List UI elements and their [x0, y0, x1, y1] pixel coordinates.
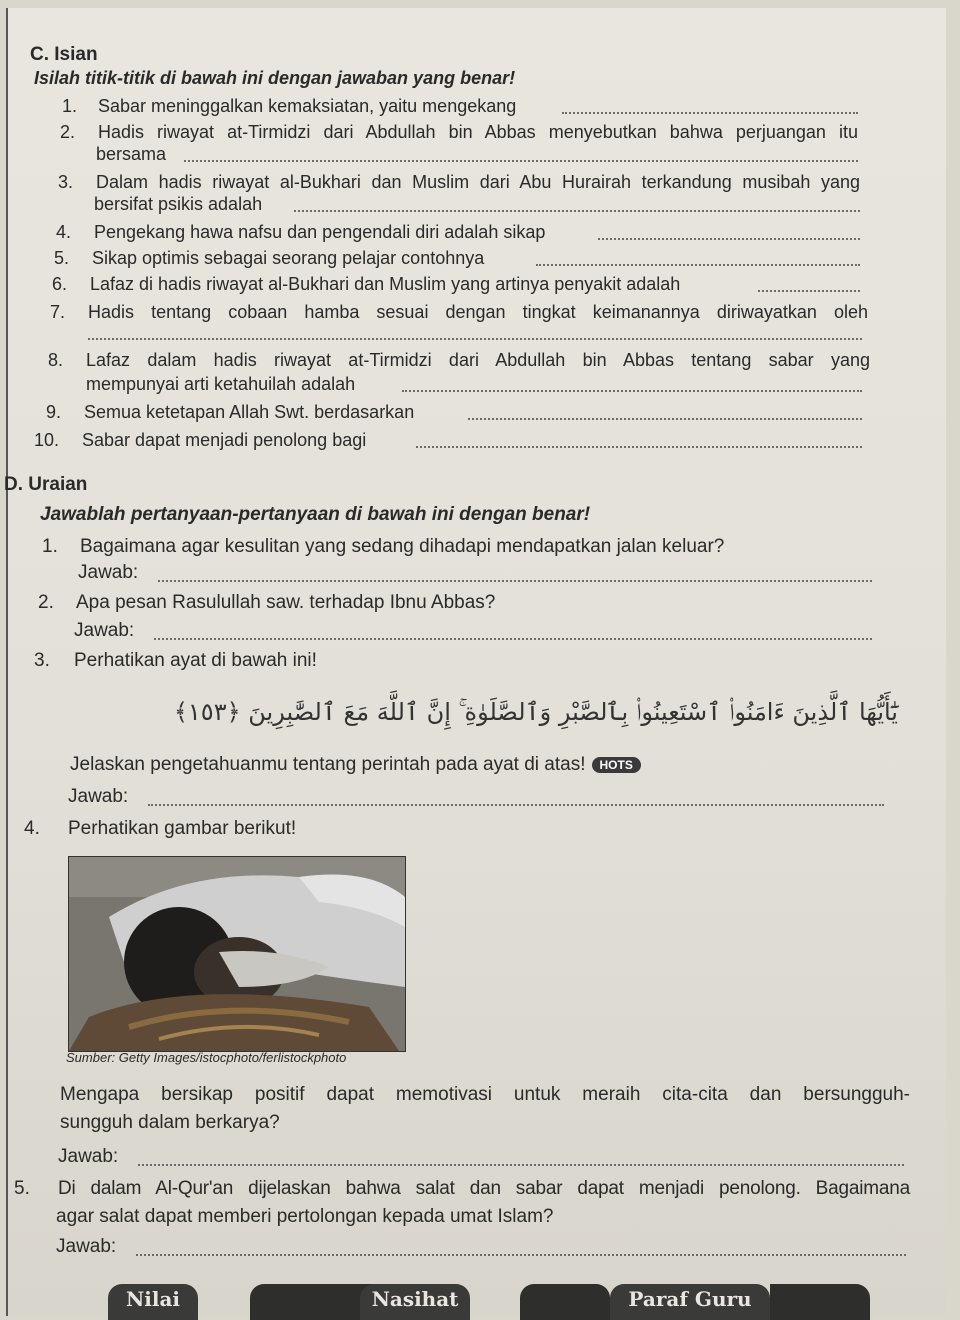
- answer-line[interactable]: [416, 446, 862, 448]
- question-number: 5.: [14, 1178, 30, 1199]
- item-number: 3.: [58, 172, 74, 192]
- section-c-title: C. Isian: [30, 44, 98, 65]
- item-number: 1.: [62, 96, 78, 116]
- answer-label: Jawab:: [78, 562, 139, 583]
- question-number: 4.: [24, 818, 40, 839]
- question-text: Apa pesan Rasulullah saw. terhadap Ibnu Abbas?: [76, 592, 496, 613]
- question-text: Perhatikan ayat di bawah ini!: [74, 650, 317, 671]
- item-text-cont: bersifat psikis adalah: [94, 194, 263, 214]
- question-text: Bagaimana agar kesulitan yang sedang dihadapi mendapatkan jalan keluar?: [80, 536, 725, 557]
- answer-line[interactable]: [184, 160, 858, 162]
- grading-footer: [0, 1276, 960, 1316]
- answer-label: Jawab:: [74, 620, 135, 641]
- answer-line[interactable]: [148, 804, 884, 806]
- section-c-instruction: Isilah titik-titik di bawah ini dengan jawaban yang benar!: [34, 68, 516, 88]
- question-number: 1.: [42, 536, 58, 557]
- question-text: Di dalam Al-Qur'an dijelaskan bahwa salat dan sabar dapat menjadi penolong. Bagaimana: [58, 1178, 910, 1199]
- item-number: 9.: [46, 402, 62, 422]
- answer-line[interactable]: [402, 390, 862, 392]
- item-number: 4.: [56, 222, 72, 242]
- question-text-cont: agar salat dapat memberi pertolongan kepada umat Islam?: [56, 1206, 554, 1227]
- quran-verse: يَٰٓأَيُّهَا ٱلَّذِينَ ءَامَنُوا۟ ٱسْتَعِينُوا۟ بِٱلصَّبْرِ وَٱلصَّلَوٰةِ ۚ إِنَّ ٱللَّهَ مَعَ ٱلصَّٰبِرِينَ ﴿١٥٣﴾: [173, 698, 898, 726]
- photo-illustration: [69, 857, 405, 1051]
- answer-line[interactable]: [562, 112, 858, 114]
- question-text-cont: sungguh dalam berkarya?: [60, 1112, 280, 1133]
- answer-line[interactable]: [88, 338, 862, 340]
- item-number: 5.: [54, 248, 70, 268]
- item-number: 8.: [48, 350, 64, 370]
- hots-badge: HOTS: [592, 757, 641, 773]
- item-number: 6.: [52, 274, 68, 294]
- item-text: Sabar meninggalkan kemaksiatan, yaitu mengekang: [98, 96, 517, 116]
- item-text: Pengekang hawa nafsu dan pengendali diri adalah sikap: [94, 222, 546, 242]
- nasihat-tab: Nasihat: [360, 1284, 470, 1320]
- question-text: Mengapa bersikap positif dapat memotivasi untuk meraih cita-cita dan bersungguh-: [60, 1084, 910, 1105]
- question-number: 3.: [34, 650, 50, 671]
- item-text-cont: bersama: [96, 144, 167, 164]
- item-text: Dalam hadis riwayat al-Bukhari dan Muslim dari Abu Hurairah terkandung musibah yang: [96, 172, 860, 192]
- item-number: 10.: [34, 430, 60, 450]
- answer-line[interactable]: [138, 1164, 904, 1166]
- item-text-cont: mempunyai arti ketahuilah adalah: [86, 374, 356, 394]
- item-text: Sikap optimis sebagai seorang pelajar contohnya: [92, 248, 485, 268]
- paraf-guru-tab: Paraf Guru: [610, 1284, 770, 1320]
- answer-line[interactable]: [536, 264, 860, 266]
- answer-label: Jawab:: [58, 1146, 119, 1167]
- item-text: Semua ketetapan Allah Swt. berdasarkan: [84, 402, 415, 422]
- worksheet-page: [6, 8, 946, 1316]
- answer-line[interactable]: [758, 290, 860, 292]
- answer-line[interactable]: [136, 1254, 906, 1256]
- item-text: Lafaz dalam hadis riwayat at-Tirmidzi dari Abdullah bin Abbas tentang sabar yang: [86, 350, 870, 370]
- question-text: Perhatikan gambar berikut!: [68, 818, 297, 839]
- answer-label: Jawab:: [56, 1236, 117, 1257]
- paraf-guru-box[interactable]: [770, 1284, 870, 1320]
- section-d-instruction: Jawablah pertanyaan-pertanyaan di bawah ini dengan benar!: [40, 504, 591, 525]
- answer-label: Jawab:: [68, 786, 129, 807]
- item-number: 7.: [50, 302, 66, 322]
- question-number: 2.: [38, 592, 54, 613]
- answer-line[interactable]: [294, 210, 860, 212]
- item-text: Hadis riwayat at-Tirmidzi dari Abdullah bin Abbas menyebutkan bahwa perjuangan itu: [98, 122, 858, 142]
- item-text: Lafaz di hadis riwayat al-Bukhari dan Muslim yang artinya penyakit adalah: [90, 274, 681, 294]
- item-text: Sabar dapat menjadi penolong bagi: [82, 430, 367, 450]
- prostration-photo: [68, 856, 406, 1052]
- answer-line[interactable]: [158, 580, 872, 582]
- photo-caption: Sumber: Getty Images/istocphoto/ferlistockphoto: [66, 1050, 347, 1065]
- item-text: Hadis tentang cobaan hamba sesuai dengan tingkat keimanannya diriwayatkan oleh: [88, 302, 868, 322]
- question-prompt: [70, 754, 641, 776]
- section-d-title: D. Uraian: [4, 474, 88, 495]
- prompt-text: Jelaskan pengetahuanmu tentang perintah pada ayat di atas!: [70, 754, 586, 775]
- nilai-tab: Nilai: [108, 1284, 198, 1320]
- nasihat-box[interactable]: [520, 1284, 610, 1320]
- answer-line[interactable]: [154, 638, 872, 640]
- answer-line[interactable]: [468, 418, 862, 420]
- item-number: 2.: [60, 122, 76, 142]
- answer-line[interactable]: [598, 238, 860, 240]
